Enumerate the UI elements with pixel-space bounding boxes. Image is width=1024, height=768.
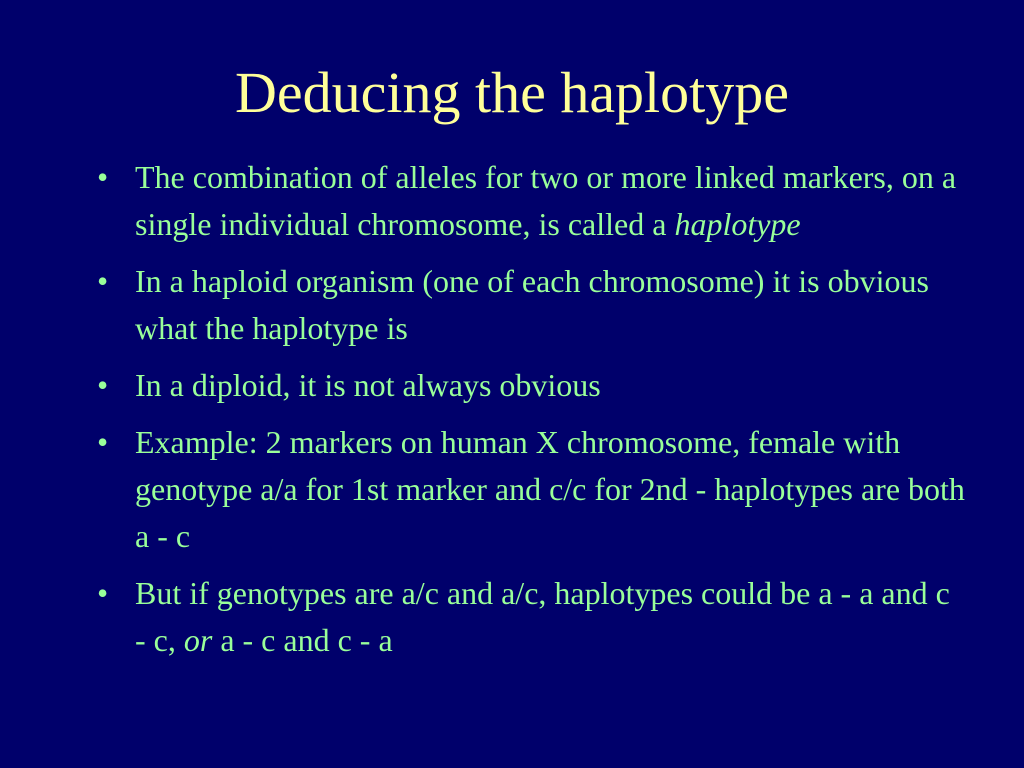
bullet-text: The combination of alleles for two or more linked markers, on a single individual chromosome, is called a bbox=[135, 159, 957, 242]
bullet-icon: • bbox=[97, 263, 109, 299]
bullet-item-5 bbox=[97, 570, 967, 664]
bullet-item-1 bbox=[97, 154, 967, 248]
slide-title: Deducing the haplotype bbox=[234, 60, 790, 125]
bullet-text: But if genotypes are a/c and a/c, haplotypes could be a - a and c - c, bbox=[135, 575, 950, 658]
bullet-emphasis: or bbox=[183, 622, 213, 658]
bullet-icon: • bbox=[97, 424, 109, 460]
bullet-icon: • bbox=[97, 367, 109, 403]
bullet-text: Example: 2 markers on human X chromosome, female with genotype a/a for 1st marker and c/c for 2nd - haplotypes are both a - c bbox=[135, 424, 965, 554]
bullet-tail: a - c and c - a bbox=[212, 622, 393, 658]
bullet-icon: • bbox=[97, 159, 109, 195]
bullet-icon: • bbox=[97, 575, 109, 611]
bullet-item-4 bbox=[97, 419, 967, 560]
bullet-text: In a haploid organism (one of each chromosome) it is obvious what the haplotype is bbox=[135, 263, 929, 346]
bullet-emphasis: haplotype bbox=[674, 206, 801, 242]
bullet-item-3 bbox=[97, 362, 967, 409]
bullet-text: In a diploid, it is not always obvious bbox=[135, 367, 601, 403]
bullet-item-2 bbox=[97, 258, 967, 352]
bullet-list bbox=[97, 154, 967, 674]
